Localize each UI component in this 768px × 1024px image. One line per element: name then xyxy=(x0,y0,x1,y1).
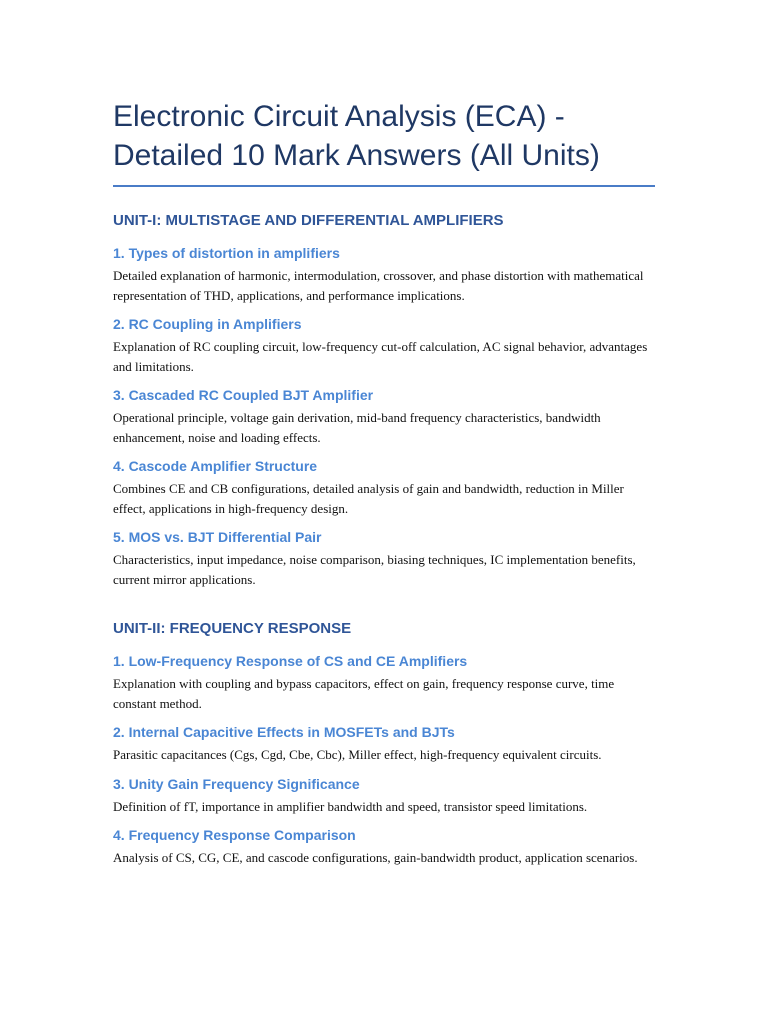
unit-heading: UNIT-I: MULTISTAGE AND DIFFERENTIAL AMPLIFIERS xyxy=(113,212,504,229)
topic-description: Characteristics, input impedance, noise comparison, biasing techniques, IC implementation benefits, current mirror applications. xyxy=(113,552,636,587)
topic-title: 1. Low-Frequency Response of CS and CE Amplifiers xyxy=(113,653,468,669)
topic-item xyxy=(113,775,655,817)
topic-item xyxy=(113,386,655,447)
document-title: Electronic Circuit Analysis (ECA) - Detailed 10 Mark Answers (All Units) xyxy=(113,100,600,172)
topic-item xyxy=(113,723,655,765)
topic-description: Explanation of RC coupling circuit, low-frequency cut-off calculation, AC signal behavior, advantages and limitations. xyxy=(113,339,648,374)
topic-description: Combines CE and CB configurations, detailed analysis of gain and bandwidth, reduction in Miller effect, applications in high-frequency design. xyxy=(113,481,624,516)
topic-item xyxy=(113,457,655,518)
topic-description: Detailed explanation of harmonic, intermodulation, crossover, and phase distortion with mathematical representation of THD, applications, and performance implications. xyxy=(113,268,644,303)
topic-title: 4. Cascode Amplifier Structure xyxy=(113,458,318,474)
topic-title: 3. Cascaded RC Coupled BJT Amplifier xyxy=(113,387,374,403)
topic-item xyxy=(113,244,655,305)
topic-title: 2. RC Coupling in Amplifiers xyxy=(113,316,302,332)
unit-section-1 xyxy=(113,211,655,589)
title-underline xyxy=(113,185,655,187)
topic-title: 4. Frequency Response Comparison xyxy=(113,827,356,843)
topic-description: Definition of fT, importance in amplifier bandwidth and speed, transistor speed limitations. xyxy=(113,798,588,814)
unit-section-2 xyxy=(113,619,655,868)
topic-item xyxy=(113,528,655,589)
unit-heading: UNIT-II: FREQUENCY RESPONSE xyxy=(113,620,352,637)
topic-description: Analysis of CS, CG, CE, and cascode configurations, gain-bandwidth product, application scenarios. xyxy=(113,850,638,865)
topic-description: Explanation with coupling and bypass capacitors, effect on gain, frequency response curve, time constant method. xyxy=(113,676,615,711)
topic-description: Parasitic capacitances (Cgs, Cgd, Cbe, Cbc), Miller effect, high-frequency equivalent circuits. xyxy=(113,747,602,762)
topic-item xyxy=(113,652,655,713)
topic-title: 3. Unity Gain Frequency Significance xyxy=(113,775,360,792)
topic-description: Operational principle, voltage gain derivation, mid-band frequency characteristics, bandwidth enhancement, noise and loading effects. xyxy=(113,410,601,445)
topic-title: 2. Internal Capacitive Effects in MOSFETs and BJTs xyxy=(113,724,455,740)
topic-title: 5. MOS vs. BJT Differential Pair xyxy=(113,529,322,545)
topic-item xyxy=(113,826,655,868)
topic-item xyxy=(113,315,655,376)
topic-title: 1. Types of distortion in amplifiers xyxy=(113,245,340,261)
